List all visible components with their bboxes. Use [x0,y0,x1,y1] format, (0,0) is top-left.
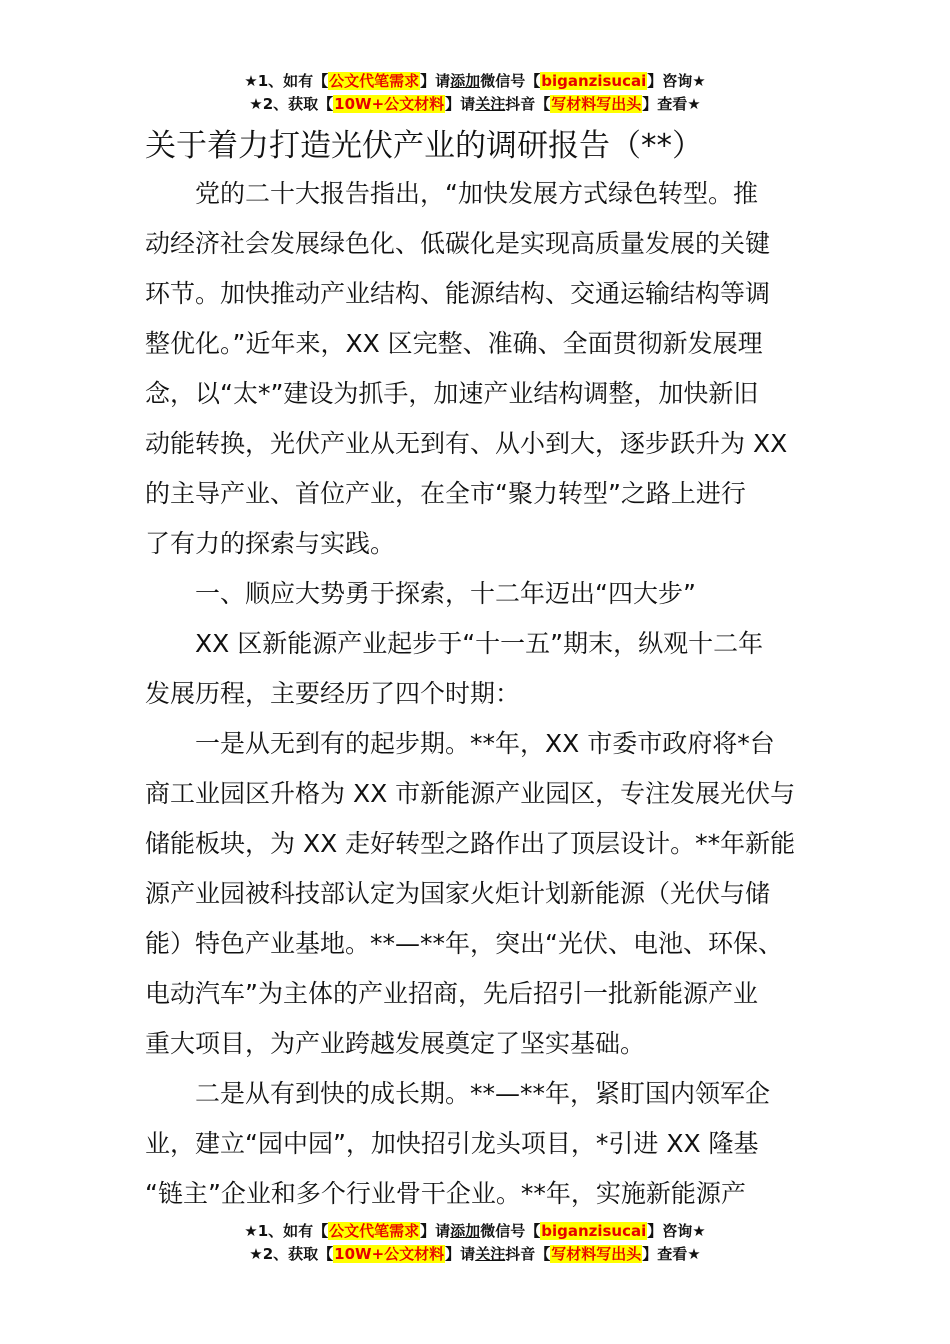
section-heading: 一、顺应大势勇于探索，十二年迈出“四大步” [195,579,696,608]
body-line: 党的二十大报告指出，“加快发展方式绿色转型。推 [195,179,758,208]
highlight-wechat-id: biganzisucai [541,1222,647,1240]
body-line: 了有力的探索与实践。 [145,529,396,558]
star-icon: ★ [244,1222,258,1240]
bottom-banner-line-1: ★1、如有【公文代笔需求】请添加微信号【biganzisucai】咨询★ [244,1222,706,1240]
highlight-douyin: 写材料写出头 [551,1245,642,1263]
star-icon: ★ [687,1245,701,1263]
highlight-materials: 10W+公文材料 [334,95,445,113]
highlight-service: 公文代笔需求 [329,72,420,90]
star-icon: ★ [692,72,706,90]
star-icon: ★ [244,72,258,90]
star-icon: ★ [249,1245,263,1263]
body-line: 的主导产业、首位产业，在全市“聚力转型”之路上进行 [145,479,746,508]
body-line: 商工业园区升格为 XX 市新能源产业园区，专注发展光伏与 [145,779,796,808]
bottom-banner-line-2: ★2、获取【10W+公文材料】请关注抖音【写材料写出头】查看★ [249,1245,701,1263]
body-line: 念，以“太*”建设为抓手，加速产业结构调整，加快新旧 [145,379,759,408]
body-line: 业，建立“园中园”，加快招引龙头项目，*引进 XX 隆基 [145,1129,759,1158]
body-line: 整优化。”近年来，XX 区完整、准确、全面贯彻新发展理 [145,329,763,358]
body-line: 动经济社会发展绿色化、低碳化是实现高质量发展的关键 [145,229,771,258]
body-line: “链主”企业和多个行业骨干企业。**年，实施新能源产 [145,1179,746,1208]
body-line: 发展历程，主要经历了四个时期： [145,679,521,708]
body-line: 环节。加快推动产业结构、能源结构、交通运输结构等调 [145,279,771,308]
body-line: 二是从有到快的成长期。**—**年，紧盯国内领军企 [195,1079,771,1108]
body-line: 源产业园被科技部认定为国家火炬计划新能源（光伏与储 [145,879,771,908]
star-icon: ★ [249,95,263,113]
body-line: 一是从无到有的起步期。**年，XX 市委市政府将*台 [195,729,775,758]
highlight-materials: 10W+公文材料 [334,1245,445,1263]
star-icon: ★ [687,95,701,113]
star-icon: ★ [692,1222,706,1240]
highlight-douyin: 写材料写出头 [551,95,642,113]
body-line: 能）特色产业基地。**—**年，突出“光伏、电池、环保、 [145,929,783,958]
body-line: XX 区新能源产业起步于“十一五”期末，纵观十二年 [195,629,764,658]
document-title: 关于着力打造光伏产业的调研报告（**） [145,128,703,164]
body-line: 储能板块，为 XX 走好转型之路作出了顶层设计。**年新能 [145,829,796,858]
highlight-service: 公文代笔需求 [329,1222,420,1240]
top-banner-line-2: ★2、获取【10W+公文材料】请关注抖音【写材料写出头】查看★ [249,95,701,113]
body-line: 动能转换，光伏产业从无到有、从小到大，逐步跃升为 XX [145,429,788,458]
body-line: 电动汽车”为主体的产业招商，先后招引一批新能源产业 [145,979,758,1008]
top-banner-line-1: ★1、如有【公文代笔需求】请添加微信号【biganzisucai】咨询★ [244,72,706,90]
highlight-wechat-id: biganzisucai [541,72,647,90]
body-line: 重大项目，为产业跨越发展奠定了坚实基础。 [145,1029,646,1058]
